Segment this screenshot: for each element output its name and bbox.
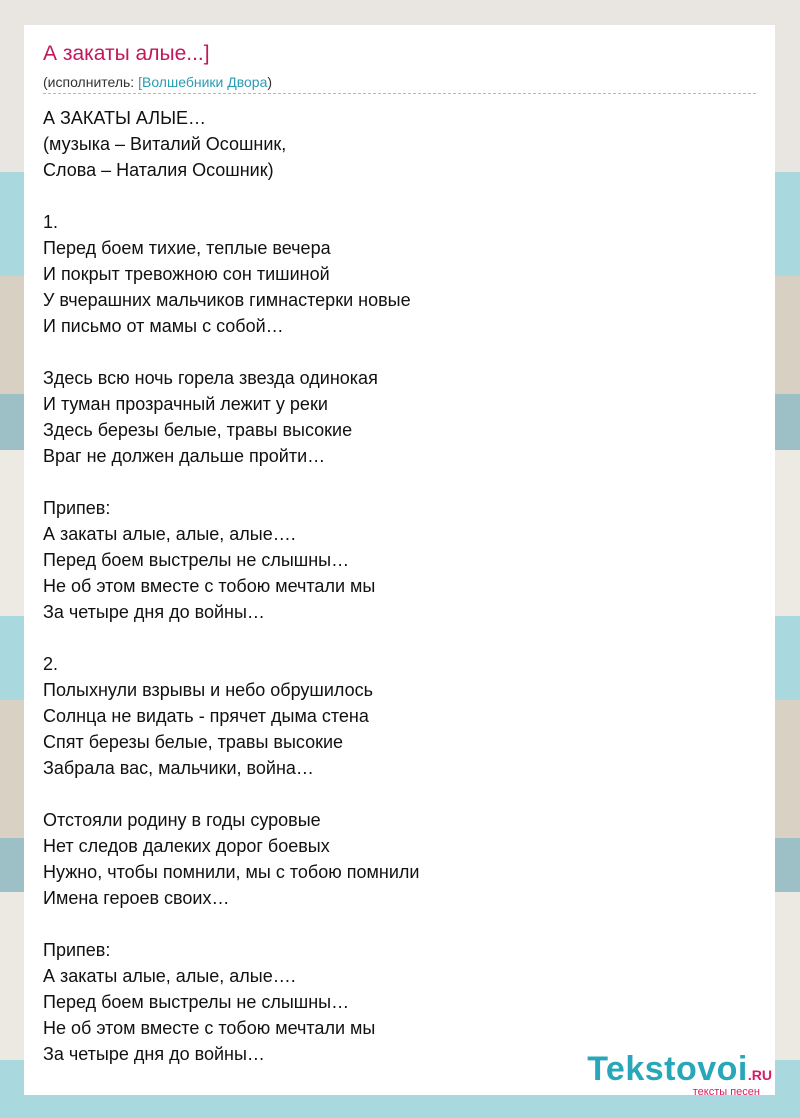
lyric-line <box>43 911 419 937</box>
lyric-line: А закаты алые, алые, алые…. <box>43 524 296 544</box>
logo-name: Tekstovoi <box>587 1050 748 1088</box>
lyric-line: И покрыт тревожною сон тишиной <box>43 264 330 284</box>
lyric-line: За четыре дня до войны… <box>43 602 265 622</box>
lyric-line: Полыхнули взрывы и небо обрушилось <box>43 680 374 700</box>
lyric-line: Здесь всю ночь горела звезда одинокая <box>43 368 378 388</box>
artist-prefix: (исполнитель: <box>43 74 139 90</box>
lyric-line <box>43 469 419 495</box>
logo-tld: .RU <box>747 1067 772 1083</box>
lyric-line: Перед боем выстрелы не слышны… <box>43 992 350 1012</box>
lyric-line <box>43 183 419 209</box>
logo-tagline: тексты песен <box>692 1086 760 1098</box>
lyric-line: Слова – Наталия Осошник) <box>43 160 274 180</box>
lyric-line <box>43 781 419 807</box>
lyric-line: Перед боем тихие, теплые вечера <box>43 238 331 258</box>
lyrics-sheet <box>24 25 775 1095</box>
lyric-line: 2. <box>43 654 59 674</box>
lyric-line: Отстояли родину в годы суровые <box>43 810 321 830</box>
lyric-line: За четыре дня до войны… <box>43 1044 265 1064</box>
lyric-line: Спят березы белые, травы высокие <box>43 732 344 752</box>
song-title: А закаты алые...] <box>43 42 210 65</box>
artist-link[interactable]: [Волшебники Двора <box>138 74 268 90</box>
lyric-line: Забрала вас, мальчики, война… <box>43 758 314 778</box>
lyric-line: А ЗАКАТЫ АЛЫЕ… <box>43 108 207 128</box>
lyric-line: И письмо от мамы с собой… <box>43 316 284 336</box>
lyric-line: Не об этом вместе с тобою мечтали мы <box>43 1018 376 1038</box>
lyric-line: А закаты алые, алые, алые…. <box>43 966 296 986</box>
lyric-line <box>43 625 419 651</box>
lyric-line: У вчерашних мальчиков гимнастерки новые <box>43 290 411 310</box>
lyric-line: Не об этом вместе с тобою мечтали мы <box>43 576 376 596</box>
artist-line <box>43 74 272 90</box>
lyric-line: Нет следов далеких дорог боевых <box>43 836 330 856</box>
lyric-line <box>43 339 419 365</box>
lyric-line: Враг не должен дальше пройти… <box>43 446 326 466</box>
lyric-line: (музыка – Виталий Осошник, <box>43 134 287 154</box>
tekstovoi-logo[interactable] <box>587 1050 772 1098</box>
lyric-line: Солнца не видать - прячет дыма стена <box>43 706 369 726</box>
lyric-line: Перед боем выстрелы не слышны… <box>43 550 350 570</box>
lyric-line: Имена героев своих… <box>43 888 230 908</box>
title-divider <box>43 93 756 94</box>
lyric-line: И туман прозрачный лежит у реки <box>43 394 328 414</box>
lyrics-text <box>43 105 419 1067</box>
lyric-line: Нужно, чтобы помнили, мы с тобою помнили <box>43 862 420 882</box>
lyric-line: Здесь березы белые, травы высокие <box>43 420 353 440</box>
artist-suffix: ) <box>267 74 273 90</box>
lyric-line: Припев: <box>43 498 111 518</box>
lyric-line: Припев: <box>43 940 111 960</box>
lyric-line: 1. <box>43 212 59 232</box>
